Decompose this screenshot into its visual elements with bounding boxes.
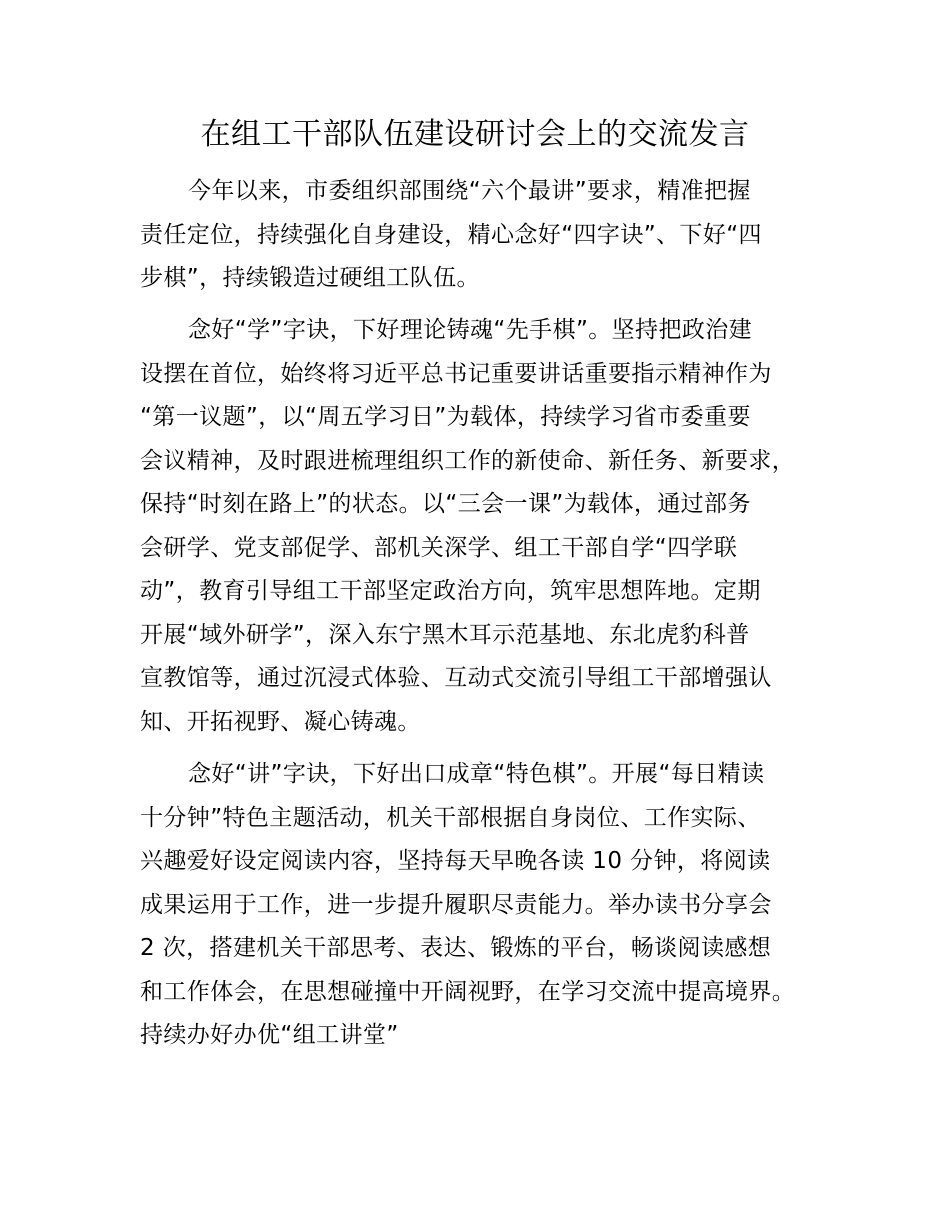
paragraph-line: 今年以来，市委组织部围绕“六个最讲”要求，精准把握 — [188, 178, 751, 204]
paragraph-speak — [140, 753, 840, 1058]
paragraph-line: “第一议题”，以“周五学习日”为载体，持续学习省市委重要 — [140, 404, 751, 430]
document-title: 在组工干部队伍建设研讨会上的交流发言 — [200, 117, 750, 152]
paragraph-line: 和工作体会，在思想碰撞中开阔视野，在学习交流中提高境界。 — [140, 978, 796, 1005]
paragraph-line: 2 次，搭建机关干部思考、表达、锻炼的平台，畅谈阅读感想 — [140, 935, 772, 961]
paragraph-line: 动”，教育引导组工干部坚定政治方向，筑牢思想阵地。定期 — [140, 578, 761, 604]
paragraph-line: 会议精神，及时跟进梳理组织工作的新使命、新任务、新要求， — [140, 447, 796, 474]
paragraph-line: 知、开拓视野、凝心铸魂。 — [140, 708, 421, 735]
paragraph-line: 念好“学”字诀，下好理论铸魂“先手棋”。坚持把政治建 — [188, 317, 753, 343]
paragraph-line: 宣教馆等，通过沉浸式体验、互动式交流引导组工干部增强认 — [140, 665, 772, 691]
paragraph-line: 责任定位，持续强化自身建设，精心念好“四字诀”、下好“四 — [140, 221, 762, 248]
paragraph-line: 兴趣爱好设定阅读内容，坚持每天早晚各读 10 分钟，将阅读 — [140, 848, 771, 874]
paragraph-line: 十分钟”特色主题活动，机关干部根据自身岗位、工作实际、 — [140, 804, 761, 831]
paragraph-line: 成果运用于工作，进一步提升履职尽责能力。举办读书分享会 — [140, 891, 772, 918]
paragraph-study — [140, 309, 840, 744]
paragraph-intro — [140, 170, 840, 301]
paragraph-line: 步棋”，持续锻造过硬组工队伍。 — [140, 265, 480, 291]
paragraph-line: 保持“时刻在路上”的状态。以“三会一课”为载体，通过部务 — [140, 491, 751, 517]
paragraph-line: 念好“讲”字诀，下好出口成章“特色棋”。开展“每日精读 — [188, 761, 765, 787]
paragraph-line: 开展“域外研学”，深入东宁黑木耳示范基地、东北虎豹科普 — [140, 621, 750, 648]
paragraph-line: 会研学、党支部促学、部机关深学、组工干部自学“四学联 — [140, 534, 738, 561]
paragraph-line: 设摆在首位，始终将习近平总书记重要讲话重要指示精神作为 — [140, 360, 772, 387]
paragraph-line: 持续办好办优“组工讲堂” — [140, 1022, 399, 1048]
